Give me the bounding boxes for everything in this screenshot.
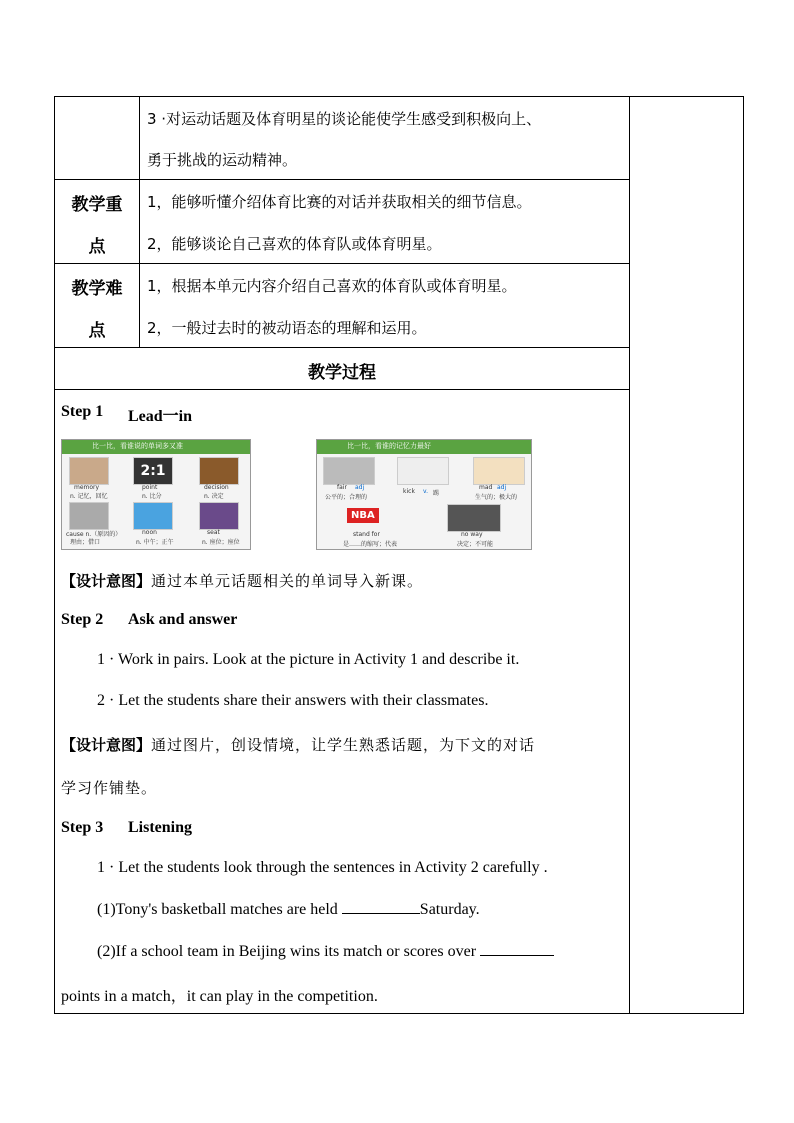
design-intent-2-line2: 学习作铺垫。 (61, 779, 158, 797)
row-divider (54, 389, 630, 390)
gavel-image (199, 457, 239, 485)
handshake-image (323, 457, 375, 485)
caption: n. 中午；正午 (136, 539, 174, 546)
notes-column-divider (629, 96, 630, 1014)
question-1 (97, 901, 480, 919)
caption: seat (207, 529, 220, 536)
row-divider (54, 263, 630, 264)
step2-item-2: 2 · Let the students share their answers with their classmates. (97, 692, 489, 709)
step2-title: Ask and answer (128, 611, 238, 628)
mad-image (473, 457, 525, 485)
key-points-label-2: 点 (88, 237, 106, 257)
difficulties-label-1: 教学难 (71, 279, 123, 299)
caption: 踢 (433, 490, 440, 497)
picture-header (62, 440, 250, 454)
question-1-text-end: Saturday. (419, 901, 480, 918)
design-intent-tag: 【设计意图】 (61, 736, 152, 754)
caption: memory (74, 484, 100, 491)
caption: adj (497, 484, 507, 491)
caption: n. 座位；座位 (202, 539, 240, 546)
caption: v. (423, 488, 428, 495)
step1-number: Step 1 (61, 403, 104, 420)
caption: mad (479, 484, 493, 491)
kick-image (397, 457, 449, 485)
seat-image (199, 502, 239, 530)
caption: 决定；不可能 (457, 541, 494, 548)
caption: n. 决定 (204, 493, 224, 500)
caption: 公平的；合理的 (325, 494, 368, 501)
question-2-text: (2)If a school team in Beijing wins its match or scores over (97, 943, 481, 960)
design-intent-text: 通过图片，创设情境，让学生熟悉话题，为下文的对话 (151, 736, 536, 754)
question-2 (97, 943, 554, 961)
step2-item-1: 1 · Work in pairs. Look at the picture in Activity 1 and describe it. (97, 651, 520, 668)
caption: kick (403, 488, 415, 495)
caption: n. 记忆，回忆 (70, 493, 108, 500)
row-divider (54, 179, 630, 180)
label-column-divider (139, 96, 140, 347)
difficulty-2: 2，一般过去时的被动语态的理解和运用。 (147, 319, 427, 337)
process-heading: 教学过程 (308, 363, 376, 383)
answer-blank (480, 943, 554, 956)
design-intent-2 (61, 734, 535, 755)
picture-header-text: 比一比，看谁的记忆力最好 (347, 442, 431, 450)
key-points-label-1: 教学重 (71, 195, 123, 215)
caption: 理由；借口 (70, 539, 101, 546)
caption: noon (142, 529, 157, 536)
question-2-line2: points in a match，it can play in the competition. (61, 988, 378, 1005)
question-1-text: (1)Tony's basketball matches are held (97, 901, 342, 918)
difficulties-label-2: 点 (88, 321, 106, 341)
difficulty-1: 1，根据本单元内容介绍自己喜欢的体育队或体育明星。 (147, 277, 517, 295)
row-divider (54, 347, 630, 348)
caption: n. 比分 (142, 493, 162, 500)
picture-header-text: 比一比，看谁说的单词多又准 (92, 442, 183, 450)
caption: cause n.（原因的） (66, 531, 122, 538)
picture-header (317, 440, 531, 454)
design-intent-1 (61, 570, 423, 591)
key-point-1: 1，能够听懂介绍体育比赛的对话并获取相关的细节信息。 (147, 193, 532, 211)
design-intent-tag: 【设计意图】 (61, 572, 152, 590)
step2-number: Step 2 (61, 611, 104, 628)
key-point-2: 2，能够谈论自己喜欢的体育队或体育明星。 (147, 235, 442, 253)
caption: decision (204, 484, 229, 491)
caption: adj (355, 484, 365, 491)
objective-3-line2: 勇于挑战的运动精神。 (147, 151, 298, 169)
vocabulary-picture-left (61, 439, 251, 550)
caption: 生气的；极大的 (475, 494, 518, 501)
caption: stand for (353, 531, 380, 538)
answer-blank (342, 901, 420, 914)
noon-image (133, 502, 173, 530)
no-way-image (447, 504, 501, 532)
step1-title: Lead一in (128, 408, 193, 425)
memory-image (69, 457, 109, 485)
caption: fair (337, 484, 347, 491)
step3-item-1: 1 · Let the students look through the sentences in Activity 2 carefully . (97, 859, 548, 876)
caption: point (142, 484, 158, 491)
design-intent-text: 通过本单元话题相关的单词导入新课。 (151, 572, 424, 590)
step3-title: Listening (128, 819, 193, 836)
objective-3-line1: 3 ·对运动话题及体育明星的谈论能使学生感受到积极向上、 (147, 110, 542, 128)
caption: 是……的缩写；代表 (343, 541, 398, 548)
scoreboard-image: 2:1 (133, 457, 173, 485)
vocabulary-picture-right (316, 439, 532, 550)
nba-logo: NBA (347, 508, 379, 523)
cause-image (69, 502, 109, 530)
caption: no way (461, 531, 483, 538)
step3-number: Step 3 (61, 819, 104, 836)
